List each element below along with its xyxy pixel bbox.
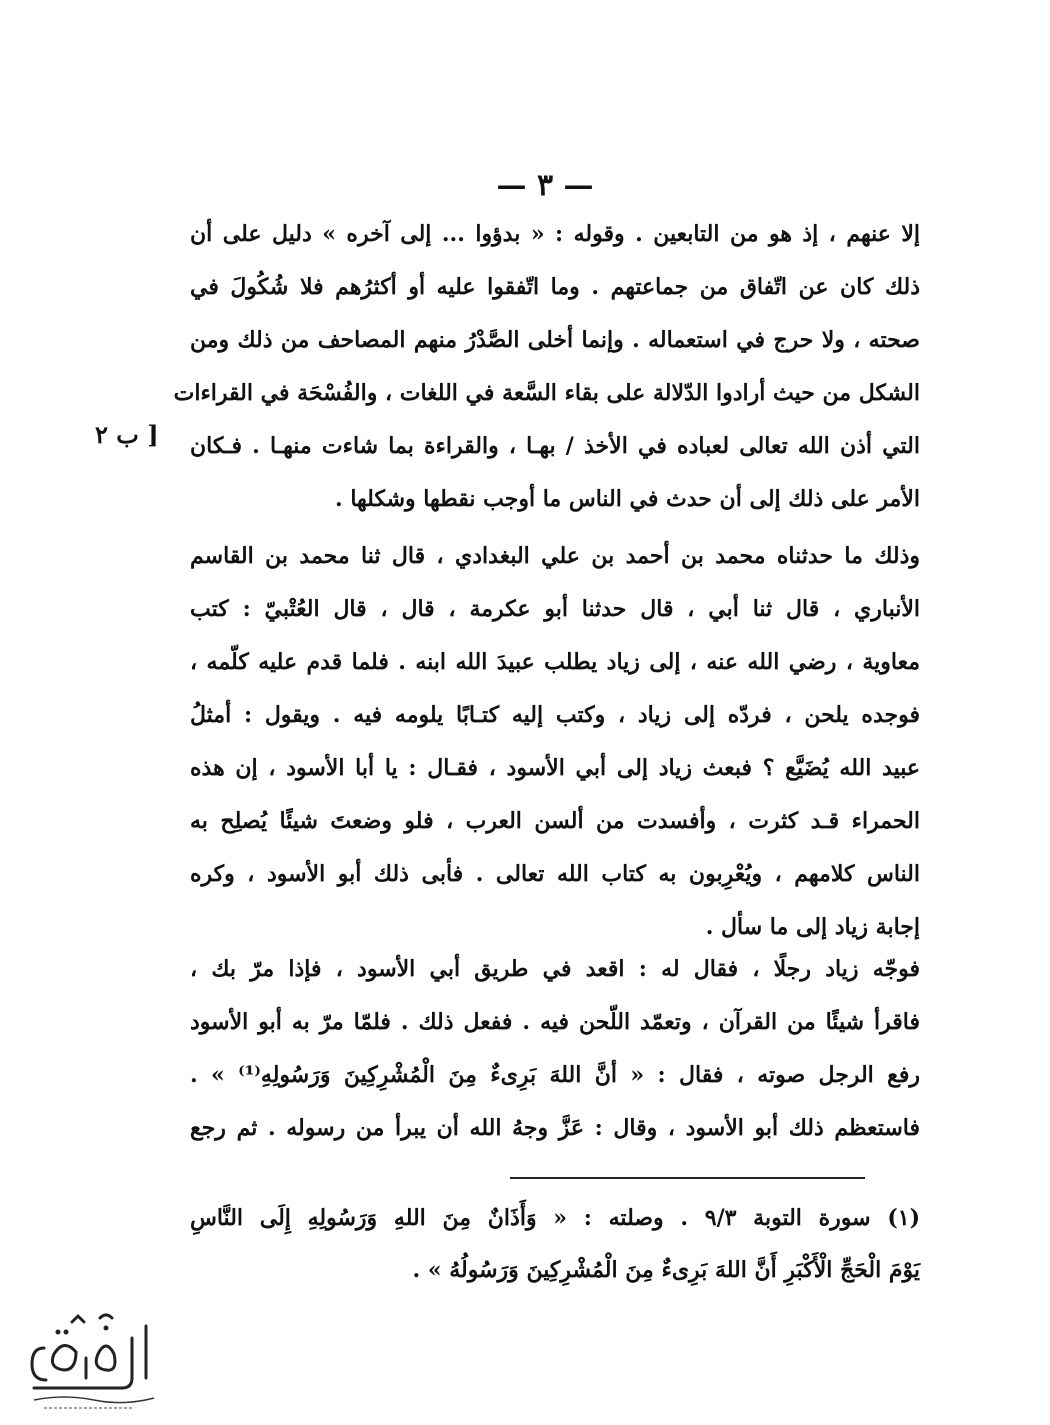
text-line: وذلك ما حدثناه محمد بن أحمد بن علي البغدادي ، قال ثنا محمد بن القاسم xyxy=(190,543,920,569)
text-line: فوجده يلحن ، فردّه إلى زياد ، وكتب إليه كتـابًا يلومه فيه . ويقول : أمثلُ xyxy=(190,702,920,728)
paragraph-1 xyxy=(173,208,920,526)
text-line: ذلك كان عن اتّفاق من جماعتهم . وما اتّفقوا عليه أو أكثرُهم فلا شُكُولَ في xyxy=(190,274,920,300)
margin-folio-note: [ ب ٢ xyxy=(95,420,159,449)
footnote-line: يَوْمَ الْحَجِّ الْأَكْبَرِ أَنَّ اللهَ بَرِىءٌ مِنَ الْمُشْرِكِينَ وَرَسُولُهُ » . xyxy=(412,1257,920,1283)
page-number: — ٣ — xyxy=(496,168,594,203)
text-line: رفع الرجل صوته ، فقال : « أنَّ اللهَ بَرِىءٌ مِنَ الْمُشْرِكِينَ وَرَسُولِهِ⁽¹⁾ » . xyxy=(190,1062,920,1088)
text-line: الحمراء قـد كثرت ، وأفسدت من ألسن العرب ، فلو وضعتَ شيئًا يُصلِح به xyxy=(190,808,920,834)
text-line: معاوية ، رضي الله عنه ، إلى زياد يطلب عبيدَ الله ابنه . فلما قدم عليه كلّمه ، xyxy=(190,649,920,675)
text-line: إجابة زياد إلى ما سأل . xyxy=(705,914,920,940)
calligraphy-stamp-logo xyxy=(14,1308,164,1418)
text-line: صحته ، ولا حرج في استعماله . وإنما أخلى الصَّدْرُ منهم المصاحف من ذلك ومن xyxy=(190,327,920,353)
paragraph-2 xyxy=(190,530,920,954)
text-line: الأنباري ، قال ثنا أبي ، قال حدثنا أبو عكرمة ، قال ، قال العُتْبيّ : كتب xyxy=(190,596,920,622)
text-line: عبيد الله يُضَيَّع ؟ فبعث زياد إلى أبي الأسود ، فقـال : يا أبا الأسود ، إن هذه xyxy=(190,755,920,781)
text-line: فاقرأ شيئًا من القرآن ، وتعمّد اللّحن فيه . ففعل ذلك . فلمّا مرّ به أبو الأسود xyxy=(190,1009,920,1035)
paragraph-3 xyxy=(190,943,920,1155)
footnote xyxy=(190,1192,920,1296)
text-line: فوجّه زياد رجلًا ، فقال له : اقعد في طريق أبي الأسود ، فإذا مرّ بك ، xyxy=(190,956,920,982)
text-line: الناس كلامهم ، ويُعْرِبون به كتاب الله تعالى . فأبى ذلك أبو الأسود ، وكره xyxy=(190,861,920,887)
footnote-divider xyxy=(510,1177,865,1179)
text-line: الشكل من حيث أرادوا الدّلالة على بقاء السَّعة في اللغات ، والفُسْحَة في القراءات xyxy=(173,380,920,406)
footnote-line: (١) سورة التوبة ٩/٣ . وصلته : « وَأَذَانٌ مِنَ اللهِ وَرَسُولِهِ إِلَى النَّاسِ xyxy=(190,1205,920,1231)
text-line: التي أذن الله تعالى لعباده في الأخذ / بهـا ، والقراءة بما شاءت منهـا . فـكان xyxy=(190,433,920,459)
text-line: إلا عنهم ، إذ هو من التابعين . وقوله : « بدؤوا ... إلى آخره » دليل على أن xyxy=(190,221,920,247)
text-line: فاستعظم ذلك أبو الأسود ، وقال : عَزَّ وجهُ الله أن يبرأ من رسوله . ثم رجع xyxy=(190,1115,920,1141)
text-line: الأمر على ذلك إلى أن حدث في الناس ما أوجب نقطها وشكلها . xyxy=(335,486,920,512)
